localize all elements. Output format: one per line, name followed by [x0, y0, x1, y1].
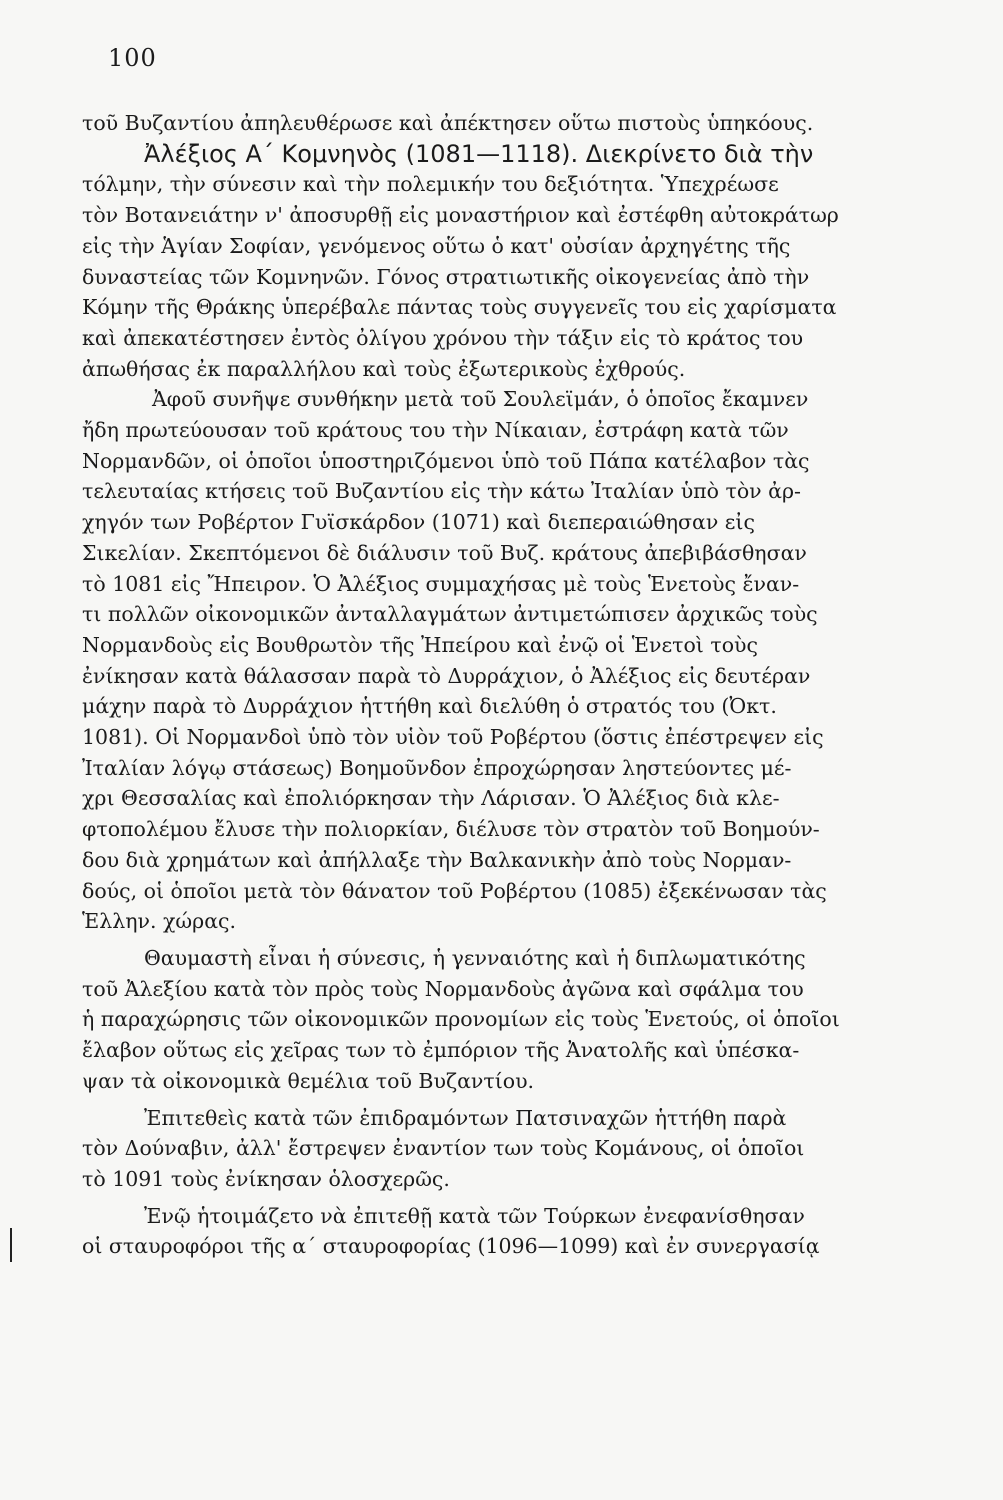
text-line: τελευταίας κτήσεις τοῦ Βυζαντίου εἰς τὴν κάτω Ἰταλίαν ὑπὸ τὸν ἀρ- [82, 479, 801, 504]
text-line: τὸν Βοτανειάτην ν' ἀποσυρθῇ εἰς μοναστήριον καὶ ἐστέφθη αὐτοκράτωρ [82, 203, 839, 228]
text-line: ἐνίκησαν κατὰ θάλασσαν παρὰ τὸ Δυρράχιον, ὁ Ἀλέξιος εἰς δευτέραν [82, 663, 811, 688]
text-line: τὸ 1081 εἰς Ἤπειρον. Ὁ Ἀλέξιος συμμαχήσας μὲ τοὺς Ἑνετοὺς ἔναν- [82, 571, 800, 596]
text-line: Ἰταλίαν λόγῳ στάσεως) Βοημοῦνδον ἐπροχώρησαν ληστεύοντες μέ- [82, 755, 792, 780]
text-line: χηγόν των Ροβέρτον Γυϊσκάρδον (1071) καὶ διεπεραιώθησαν εἰς [82, 510, 755, 535]
text-line: Νορμανδῶν, οἱ ὁποῖοι ὑποστηριζόμενοι ὑπὸ τοῦ Πάπα κατέλαβον τὰς [82, 448, 810, 473]
text-line: δούς, οἱ ὁποῖοι μετὰ τὸν θάνατον τοῦ Ροβέρτου (1085) ἐξεκένωσαν τὰς [82, 878, 827, 903]
text-line: τοῦ Ἀλεξίου κατὰ τὸν πρὸς τοὺς Νορμανδοὺς ἀγῶνα καὶ σφάλμα του [82, 976, 804, 1001]
text-line: Σικελίαν. Σκεπτόμενοι δὲ διάλυσιν τοῦ Βυζ. κράτους ἀπεβιβάσθησαν [82, 540, 807, 565]
text-line: δυναστείας τῶν Κομνηνῶν. Γόνος στρατιωτικῆς οἰκογενείας ἀπὸ τὴν [82, 264, 810, 289]
text-line: ψαν τὰ οἰκονομικὰ θεμέλια τοῦ Βυζαντίου. [82, 1068, 535, 1093]
text-line: ἔλαβον οὕτως εἰς χεῖρας των τὸ ἐμπόριον τῆς Ἀνατολῆς καὶ ὑπέσκα- [82, 1038, 800, 1063]
text-line: Κόμην τῆς Θράκης ὑπερέβαλε πάντας τοὺς συγγενεῖς του εἰς χαρίσματα [82, 295, 837, 320]
paragraph-start-line: Ἀφοῦ συνῆψε συνθήκην μετὰ τοῦ Σουλεϊμάν, ὁ ὁποῖος ἔκαμνεν [152, 387, 809, 412]
text-line: τόλμην, τὴν σύνεσιν καὶ τὴν πολεμικήν του δεξιότητα. Ὑπεχρέωσε [82, 172, 779, 197]
paragraph-start-line: Θαυμαστὴ εἶναι ἡ σύνεσις, ἡ γενναιότης καὶ ἡ διπλωματικότης [144, 945, 806, 970]
text-line: μάχην παρὰ τὸ Δυρράχιον ἡττήθη καὶ διελύθη ὁ στρατός του (Ὀκτ. [82, 694, 777, 719]
text-line: καὶ ἀπεκατέστησεν ἐντὸς ὀλίγου χρόνου τὴν τάξιν εἰς τὸ κράτος του [82, 325, 804, 350]
text-line: ἤδη πρωτεύουσαν τοῦ κράτους του τὴν Νίκαιαν, ἐστράφη κατὰ τῶν [82, 418, 789, 443]
text-line: ἡ παραχώρησις τῶν οἰκονομικῶν προνομίων εἰς τοὺς Ἑνετούς, οἱ ὁποῖοι [82, 1007, 840, 1032]
section-heading-line: Ἀλέξιος Α΄ Κομνηνὸς (1081—1118). Διεκρίνετο διὰ τὴν [144, 139, 814, 168]
text-line: τοῦ Βυζαντίου ἀπηλευθέρωσε καὶ ἀπέκτησεν οὕτω πιστοὺς ὑπηκόους. [82, 111, 814, 135]
text-line: Ἑλλην. χώρας. [82, 909, 237, 934]
text-line: τι πολλῶν οἰκονομικῶν ἀνταλλαγμάτων ἀντιμετώπισεν ἀρχικῶς τοὺς [82, 602, 818, 627]
text-line: φτοπολέμου ἔλυσε τὴν πολιορκίαν, διέλυσε τὸν στρατὸν τοῦ Βοημούν- [82, 817, 820, 842]
paragraph-start-line: Ἐνῷ ἡτοιμάζετο νὰ ἐπιτεθῇ κατὰ τῶν Τούρκων ἐνεφανίσθησαν [144, 1203, 805, 1228]
text-line: εἰς τὴν Ἁγίαν Σοφίαν, γενόμενος οὕτω ὁ κατ' οὐσίαν ἀρχηγέτης τῆς [82, 233, 791, 258]
page-number: 100 [108, 44, 157, 72]
text-line: τὸ 1091 τοὺς ἐνίκησαν ὁλοσχερῶς. [82, 1166, 450, 1191]
text-line: Νορμανδοὺς εἰς Βουθρωτὸν τῆς Ἠπείρου καὶ ἐνῷ οἱ Ἑνετοὶ τοὺς [82, 632, 758, 657]
text-line: τὸν Δούναβιν, ἀλλ' ἔστρεψεν ἐναντίον των τοὺς Κομάνους, οἱ ὁποῖοι [82, 1136, 805, 1161]
margin-mark [10, 1228, 12, 1262]
text-line: 1081). Οἱ Νορμανδοὶ ὑπὸ τὸν υἱὸν τοῦ Ροβέρτου (ὅστις ἐπέστρεψεν εἰς [82, 725, 824, 750]
text-line: ἀπωθήσας ἐκ παραλλήλου καὶ τοὺς ἐξωτερικοὺς ἐχθρούς. [82, 356, 686, 381]
text-line: χρι Θεσσαλίας καὶ ἐπολιόρκησαν τὴν Λάρισαν. Ὁ Ἀλέξιος διὰ κλε- [82, 786, 780, 811]
body-text [82, 108, 952, 1262]
paragraph-start-line: Ἐπιτεθεὶς κατὰ τῶν ἐπιδραμόντων Πατσιναχῶν ἡττήθη παρὰ [144, 1105, 787, 1130]
text-line: δου διὰ χρημάτων καὶ ἀπήλλαξε τὴν Βαλκανικὴν ἀπὸ τοὺς Νορμαν- [82, 847, 792, 872]
text-line: οἱ σταυροφόροι τῆς α΄ σταυροφορίας (1096—1099) καὶ ἐν συνεργασίᾳ [82, 1234, 820, 1259]
